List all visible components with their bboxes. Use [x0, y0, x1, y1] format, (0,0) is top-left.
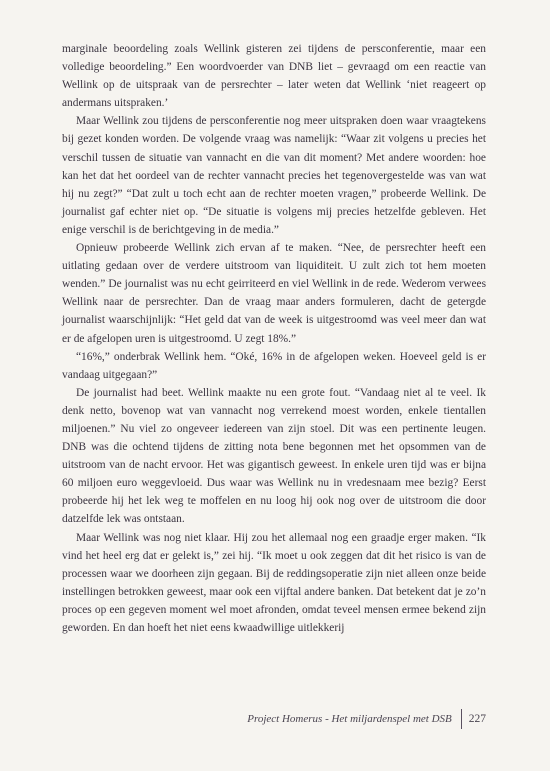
paragraph: marginale beoordeling zoals Wellink gisteren zei tijdens de persconferentie, maar een volledige beoordeling.” Een woordvoerder van DNB liet – gevraagd om een reactie van Wellink op de uitspraak van de persrechter – later weten dat Wellink ‘niet reageert op andermans uitspraken.’	[62, 43, 486, 110]
paragraph: Opnieuw probeerde Wellink zich ervan af te maken. “Nee, de persrechter heeft een uitlating gedaan over de verdere uitstroom van liquiditeit. U zult zich tot hem moeten wenden.” De journalist was nu echt geirriteerd en viel Wellink in de rede. Wederom verwees Wellink naar de persrechter. Dan de vraag maar anders formuleren, dacht de getergde journalist waarschijnlijk: “Het geld dat van de week is uitgestroomd was veel meer dan wat er de afgelopen uren is uitgestroomd. U zegt 18%.”	[62, 242, 486, 345]
footer-divider	[461, 709, 462, 729]
body-text	[62, 40, 486, 637]
paragraph: Maar Wellink zou tijdens de persconferentie nog meer uitspraken doen waar vraagtekens bij gezet konden worden. De volgende vraag was namelijk: “Waar zit volgens u precies het verschil tussen de situatie van vannacht en die van dit moment? Met andere woorden: hoe kan het dat het oordeel van de rechter vannacht precies het tegenovergestelde was van wat hij nu zegt?” “Dat zult u toch echt aan de rechter moeten vragen,” probeerde Wellink. De journalist gaf echter niet op. “De situatie is volgens mij precies hetzelfde gebleven. Het enige verschil is de berichtgeving in de media.”	[62, 115, 486, 236]
paragraph: “16%,” onderbrak Wellink hem. “Oké, 16% in de afgelopen weken. Hoeveel geld is er vandaag uitgegaan?”	[62, 350, 486, 381]
paragraph: De journalist had beet. Wellink maakte nu een grote fout. “Vandaag niet al te veel. Ik denk netto, bovenop wat van vannacht nog verrekend moest worden, enkele tientallen miljoenen.” Nu viel zo ongeveer iedereen van zijn stoel. Dit was een pertinente leugen. DNB was die ochtend tijdens de zitting nota bene begonnen met het opsommen van de uitstroom van de nacht ervoor. Het was gigantisch geweest. In enkele uren tijd was er bijna 60 miljoen euro weggevloeid. Dus waar was Wellink nu in vredesnaam mee bezig? Eerst probeerde hij het lek weg te moffelen en nu loog hij ook nog over de uitstroom die door datzelfde lek was ontstaan.	[62, 386, 486, 526]
paragraph: Maar Wellink was nog niet klaar. Hij zou het allemaal nog een graadje erger maken. “Ik vind het heel erg dat er gelekt is,” zei hij. “Ik moet u ook zeggen dat dit het risico is van de processen waar we doorheen zijn gegaan. Bij de reddingsoperatie zijn niet alleen onze beide instellingen betrokken geweest, maar ook een vijftal andere banken. Dat betekent dat je zo’n proces op een gegeven moment wel moet afronden, omdat teveel mensen ermee bekend zijn geworden. En dan hoeft het niet eens kwaadwillige uitlekkerij	[62, 531, 486, 634]
page-number: 227	[468, 713, 486, 725]
running-title: Project Homerus - Het miljardenspel met DSB	[247, 713, 452, 725]
